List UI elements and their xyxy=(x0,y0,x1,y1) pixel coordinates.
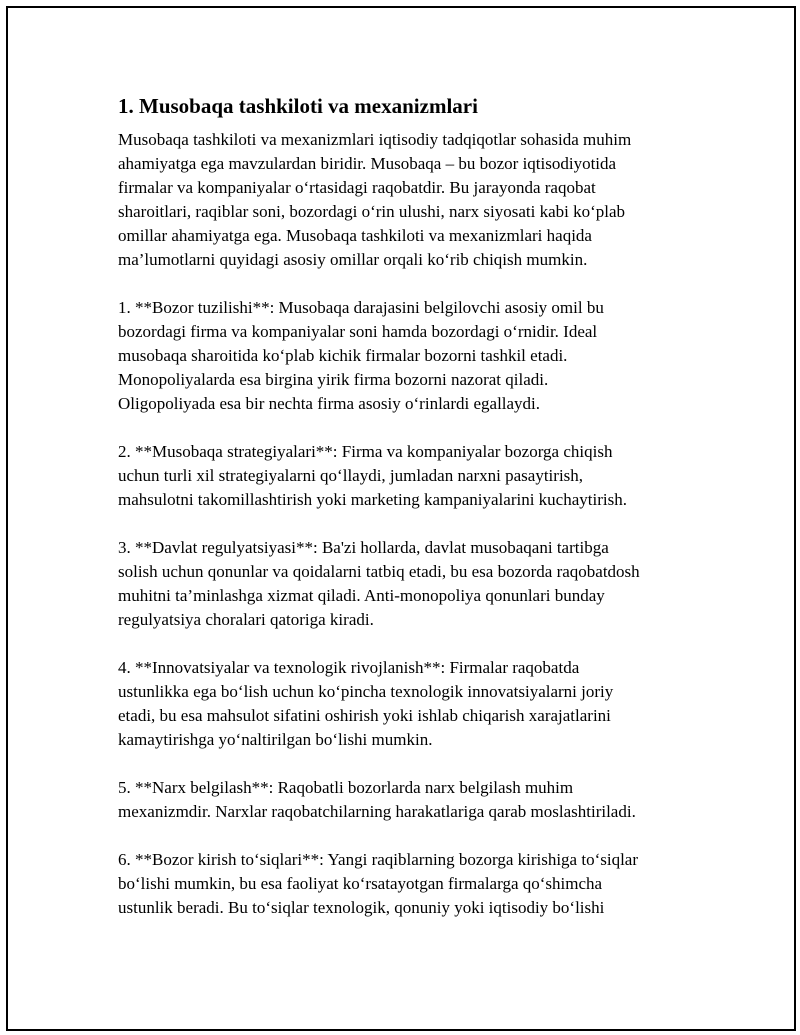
intro-paragraph xyxy=(118,128,698,272)
text-line: bozordagi firma va kompaniyalar soni hamda bozordagi o‘rnidir. Ideal xyxy=(118,322,598,341)
text-line: uchun turli xil strategiyalarni qo‘llaydi, jumladan narxni pasaytirish, xyxy=(118,466,584,485)
list-item-innovatsiyalar xyxy=(118,656,698,752)
text-line: Monopoliyalarda esa birgina yirik firma bozorni nazorat qiladi. xyxy=(118,370,549,389)
text-line: kamaytirishga yo‘naltirilgan bo‘lishi mumkin. xyxy=(118,730,433,749)
text-line: musobaqa sharoitida ko‘plab kichik firmalar bozorni tashkil etadi. xyxy=(118,346,568,365)
text-line: regulyatsiya choralari qatoriga kiradi. xyxy=(118,610,374,629)
text-line: 1. **Bozor tuzilishi**: Musobaqa darajasini belgilovchi asosiy omil bu xyxy=(118,298,604,317)
list-item-davlat-regulyatsiyasi xyxy=(118,536,698,632)
text-line: 4. **Innovatsiyalar va texnologik rivojlanish**: Firmalar raqobatda xyxy=(118,658,580,677)
text-line: ma’lumotlarni quyidagi asosiy omillar orqali ko‘rib chiqish mumkin. xyxy=(118,250,588,269)
text-line: ustunlik beradi. Bu to‘siqlar texnologik, qonuniy yoki iqtisodiy bo‘lishi xyxy=(118,898,605,917)
list-item-bozor-kirish-tosiqlari xyxy=(118,848,698,920)
text-line: solish uchun qonunlar va qoidalarni tatbiq etadi, bu esa bozorda raqobatdosh xyxy=(118,562,640,581)
section-heading: 1. Musobaqa tashkiloti va mexanizmlari xyxy=(118,94,478,118)
text-line: etadi, bu esa mahsulot sifatini oshirish yoki ishlab chiqarish xarajatlarini xyxy=(118,706,611,725)
list-item-bozor-tuzilishi xyxy=(118,296,698,416)
text-line: bo‘lishi mumkin, bu esa faoliyat ko‘rsatayotgan firmalarga qo‘shimcha xyxy=(118,874,603,893)
text-line: 5. **Narx belgilash**: Raqobatli bozorlarda narx belgilash muhim xyxy=(118,778,574,797)
text-line: mexanizmdir. Narxlar raqobatchilarning harakatlariga qarab moslashtiriladi. xyxy=(118,802,636,821)
list-item-musobaqa-strategiyalari xyxy=(118,440,698,512)
text-line: 3. **Davlat regulyatsiyasi**: Ba'zi hollarda, davlat musobaqani tartibga xyxy=(118,538,609,557)
text-line: ustunlikka ega bo‘lish uchun ko‘pincha texnologik innovatsiyalarni joriy xyxy=(118,682,614,701)
document-body xyxy=(118,92,698,944)
text-line: omillar ahamiyatga ega. Musobaqa tashkiloti va mexanizmlari haqida xyxy=(118,226,592,245)
list-item-narx-belgilash xyxy=(118,776,698,824)
text-line: sharoitlari, raqiblar soni, bozordagi o‘rin ulushi, narx siyosati kabi ko‘plab xyxy=(118,202,626,221)
text-line: Oligopoliyada esa bir nechta firma asosiy o‘rinlardi egallaydi. xyxy=(118,394,541,413)
text-line: 6. **Bozor kirish to‘siqlari**: Yangi raqiblarning bozorga kirishiga to‘siqlar xyxy=(118,850,639,869)
text-line: muhitni ta’minlashga xizmat qiladi. Anti-monopoliya qonunlari bunday xyxy=(118,586,605,605)
text-line: Musobaqa tashkiloti va mexanizmlari iqtisodiy tadqiqotlar sohasida muhim xyxy=(118,130,632,149)
text-line: firmalar va kompaniyalar o‘rtasidagi raqobatdir. Bu jarayonda raqobat xyxy=(118,178,596,197)
text-line: mahsulotni takomillashtirish yoki marketing kampaniyalarini kuchaytirish. xyxy=(118,490,627,509)
text-line: ahamiyatga ega mavzulardan biridir. Musobaqa – bu bozor iqtisodiyotida xyxy=(118,154,617,173)
text-line: 2. **Musobaqa strategiyalari**: Firma va kompaniyalar bozorga chiqish xyxy=(118,442,613,461)
